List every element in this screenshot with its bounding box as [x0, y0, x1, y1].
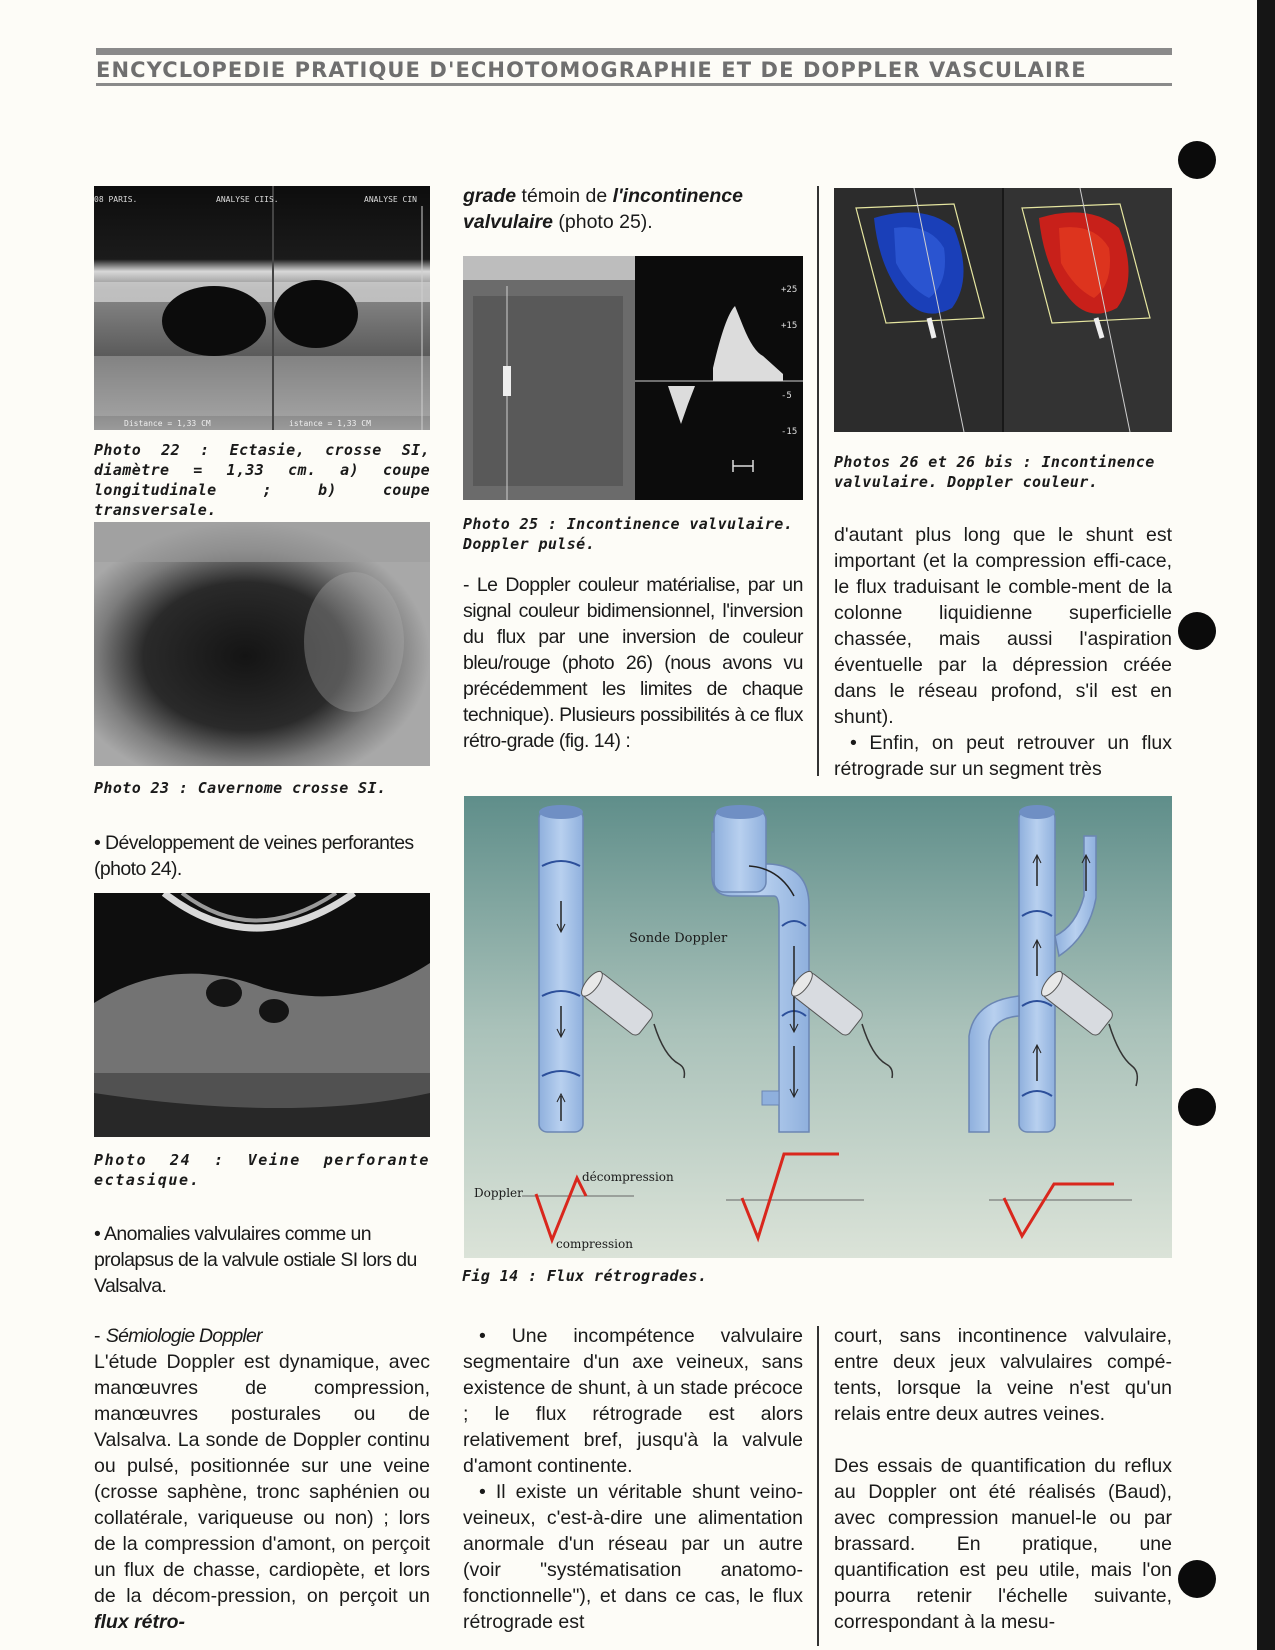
binder-hole	[1178, 1088, 1216, 1126]
col2-bottom-paragraph-2: • Il existe un véritable shunt veino-veineux, c'est-à-dire une alimentation anormale d'un réseau par un autre (voir "systématisation anatomo-fonctionnelle"), et dans ce cas, le flux rétrograde est	[463, 1481, 803, 1633]
fig-14-probe-label: Sonde Doppler	[629, 931, 728, 946]
photo-22-ultrasound	[94, 186, 430, 430]
header-bottom-rule	[96, 83, 1172, 86]
header-top-rule	[96, 48, 1172, 55]
page-edge	[1257, 0, 1275, 1650]
fig-14-compression-label: compression	[556, 1237, 633, 1251]
photo-22-overlay-left: 08 PARIS.	[94, 195, 138, 204]
binder-hole	[1178, 612, 1216, 650]
semiologie-section	[94, 1323, 430, 1635]
col3-top-paragraph-1: d'autant plus long que le shunt est important (et la compression effi-cace, le flux traduisant le comble-ment de la colonne liquidienne superficielle chassée, mais aussi l'aspiration éventuelle par la dépression créée dans le réseau profond, s'il est en shunt).	[834, 524, 1172, 728]
photo-25-scale-m5: -5	[781, 391, 792, 401]
photo-22-overlay-mid: ANALYSE CIIS.	[216, 195, 279, 204]
photo-26-caption: Photos 26 et 26 bis : Incontinence valvulaire. Doppler couleur.	[834, 453, 1155, 491]
bullet-perforantes: • Développement de veines perforantes (photo 24).	[94, 832, 414, 880]
fig-14-decompression-label: décompression	[582, 1170, 674, 1184]
fig-14-doppler-label: Doppler	[474, 1186, 523, 1200]
col3-top-paragraph-2: • Enfin, on peut retrouver un flux rétrograde sur un segment très	[834, 732, 1172, 780]
col2-bottom-paragraph-1: • Une incompétence valvulaire segmentaire d'un axe veineux, sans existence de shunt, à un stade précoce ; le flux rétrograde est alors relativement bref, jusqu'à la valvule d'amont continente.	[463, 1325, 803, 1477]
photo-22-distance-right: istance = 1,33 CM	[289, 419, 371, 428]
col2-top-text	[463, 183, 805, 235]
photo-25-scale-15: +15	[781, 321, 798, 331]
binder-hole	[1178, 141, 1216, 179]
col3-bottom-paragraph-1: court, sans incontinence valvulaire, entre deux jeux valvulaires compé-tents, lorsque la veine n'est qu'un relais entre deux autres veines.	[834, 1325, 1172, 1425]
photo-24-ultrasound	[94, 893, 430, 1137]
photo-25-scale-m15: -15	[781, 427, 798, 437]
photo-23-caption: Photo 23 : Cavernome crosse SI.	[94, 779, 387, 797]
fig-14-caption: Fig 14 : Flux rétrogrades.	[462, 1267, 708, 1285]
photo-22-overlay-right: ANALYSE CIN	[364, 195, 417, 204]
col3-top-text	[834, 522, 1172, 782]
col2-text-photo25: (photo 25).	[552, 211, 653, 233]
photo-25-scale-25: +25	[781, 285, 798, 295]
photo-26-color-doppler	[834, 188, 1172, 432]
col3-bottom-text	[834, 1323, 1172, 1635]
photo-22-distance-left: Distance = 1,33 CM	[124, 419, 211, 428]
col2-emph-incontinence: l'incontinence valvulaire	[463, 185, 743, 233]
photo-24-caption: Photo 24 : Veine perforante ectasique.	[94, 1151, 430, 1189]
photo-23-ultrasound	[94, 522, 430, 766]
binder-hole	[1178, 1560, 1216, 1598]
photo-25-doppler-pulse	[463, 256, 803, 500]
col2-text-temoin: témoin de	[516, 185, 613, 207]
column-divider	[817, 186, 819, 776]
col2-emph-grade: grade	[463, 185, 517, 207]
photo-22-caption: Photo 22 : Ectasie, crosse SI, diamètre = 1,33 cm. a) coupe longitudinale ; b) coupe transversale.	[94, 441, 430, 519]
header-title: ENCYCLOPEDIE PRATIQUE D'ECHOTOMOGRAPHIE ET DE DOPPLER VASCULAIRE	[96, 58, 1087, 82]
col3-bottom-paragraph-2: Des essais de quantification du reflux au Doppler ont été réalisés (Baud), avec compression manuel-le ou par brassard. En pratique, une quantification est peu utile, mais l'on pourra retenir l'échelle suivante, correspondant à la mesu-	[834, 1455, 1172, 1633]
photo-25-caption: Photo 25 : Incontinence valvulaire. Doppler pulsé.	[463, 515, 794, 553]
col2-couleur-text: - Le Doppler couleur matérialise, par un signal couleur bidimensionnel, l'inversion du flux par une inversion de couleur bleu/rouge (photo 26) (nous avons vu précédemment les limites de chaque technique). Plusieurs possibilités à ce flux rétro-grade (fig. 14) :	[463, 574, 803, 752]
semiologie-prefix: -	[94, 1325, 106, 1347]
column-divider	[817, 1326, 819, 1646]
col2-bottom-text	[463, 1323, 803, 1635]
bullet-anomalies: • Anomalies valvulaires comme un prolapsus de la valvule ostiale SI lors du Valsalva.	[94, 1223, 417, 1297]
fig-14-diagram	[464, 796, 1172, 1258]
semiologie-title: Sémiologie Doppler	[105, 1325, 262, 1347]
semiologie-emph: flux rétro-	[94, 1611, 186, 1633]
semiologie-text: L'étude Doppler est dynamique, avec manœuvres de compression, manœuvres posturales ou de Valsalva. La sonde de Doppler continu ou pulsé, positionnée sur une veine (crosse saphène, tronc saphénien ou collatérale, variqueuse ou non) ; lors de la compression d'amont, on perçoit un flux de chasse, cardiopète, et lors de la décom-pression, on perçoit un	[94, 1351, 430, 1607]
